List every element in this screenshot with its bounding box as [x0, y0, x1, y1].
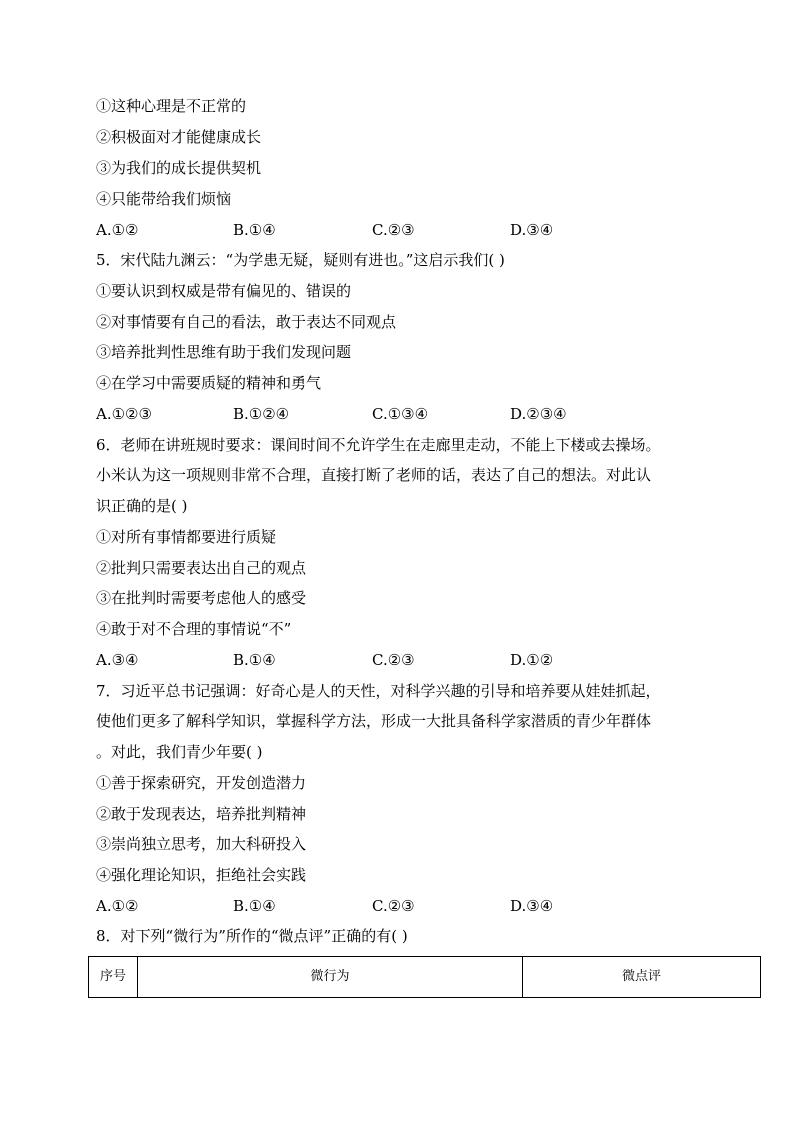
q8-header-number: 序号	[89, 957, 138, 998]
q7-option-a[interactable]: A.①②	[96, 897, 139, 915]
q4-item-2: ②积极面对才能健康成长	[96, 128, 262, 146]
q7-item-4: ④强化理论知识，拒绝社会实践	[96, 866, 307, 884]
q4-option-d[interactable]: D.③④	[510, 221, 554, 239]
q8-header-comment: 微点评	[523, 957, 761, 998]
q4-options	[96, 221, 696, 239]
q7-stem-line-1: 7．习近平总书记强调：好奇心是人的天性，对科学兴趣的引导和培养要从娃娃抓起，	[96, 682, 661, 700]
q4-option-c[interactable]: C.②③	[372, 221, 415, 239]
q5-options	[96, 405, 696, 423]
q4-item-4: ④只能带给我们烦恼	[96, 190, 232, 208]
q6-item-1: ①对所有事情都要进行质疑	[96, 528, 277, 546]
q6-option-b[interactable]: B.①④	[233, 651, 276, 669]
q7-item-2: ②敢于发现表达，培养批判精神	[96, 805, 307, 823]
q4-option-b[interactable]: B.①④	[233, 221, 276, 239]
q6-item-3: ③在批判时需要考虑他人的感受	[96, 589, 307, 607]
q7-item-3: ③崇尚独立思考，加大科研投入	[96, 835, 307, 853]
q7-options	[96, 897, 696, 915]
q5-item-3: ③培养批判性思维有助于我们发现问题	[96, 343, 352, 361]
q7-option-b[interactable]: B.①④	[233, 897, 276, 915]
q7-option-d[interactable]: D.③④	[510, 897, 554, 915]
q5-option-d[interactable]: D.②③④	[510, 405, 567, 423]
q5-option-c[interactable]: C.①③④	[372, 405, 429, 423]
q6-stem-line-3: 识正确的是( )	[96, 497, 188, 515]
q7-option-c[interactable]: C.②③	[372, 897, 415, 915]
q6-item-4: ④敢于对不合理的事情说“不”	[96, 620, 292, 638]
q4-option-a[interactable]: A.①②	[96, 221, 139, 239]
q6-options	[96, 651, 696, 669]
q7-stem-line-2: 使他们更多了解科学知识，掌握科学方法，形成一大批具备科学家潜质的青少年群体	[96, 712, 652, 730]
q7-stem-line-3: 。对此，我们青少年要( )	[96, 743, 263, 761]
q6-option-a[interactable]: A.③④	[96, 651, 139, 669]
q6-option-d[interactable]: D.①②	[510, 651, 554, 669]
q4-item-1: ①这种心理是不正常的	[96, 97, 247, 115]
q6-item-2: ②批判只需要表达出自己的观点	[96, 559, 307, 577]
q8-table	[88, 956, 761, 998]
q6-stem-line-2: 小米认为这一项规则非常不合理，直接打断了老师的话，表达了自己的想法。对此认	[96, 466, 652, 484]
q5-option-a[interactable]: A.①②③	[96, 405, 152, 423]
q6-stem-line-1: 6．老师在讲班规时要求：课间时间不允许学生在走廊里走动，不能上下楼或去操场。	[96, 436, 661, 454]
q8-stem: 8．对下列“微行为”所作的“微点评”正确的有( )	[96, 927, 408, 945]
q5-item-1: ①要认识到权威是带有偏见的、错误的	[96, 282, 352, 300]
q8-table-header-row	[89, 957, 761, 998]
q5-item-4: ④在学习中需要质疑的精神和勇气	[96, 374, 322, 392]
q5-item-2: ②对事情要有自己的看法，敢于表达不同观点	[96, 313, 397, 331]
q6-option-c[interactable]: C.②③	[372, 651, 415, 669]
q8-header-behavior: 微行为	[138, 957, 523, 998]
q7-item-1: ①善于探索研究，开发创造潜力	[96, 774, 307, 792]
q4-item-3: ③为我们的成长提供契机	[96, 159, 262, 177]
q5-option-b[interactable]: B.①②④	[233, 405, 290, 423]
q5-stem: 5．宋代陆九渊云：“为学患无疑，疑则有进也。”这启示我们( )	[96, 251, 505, 269]
